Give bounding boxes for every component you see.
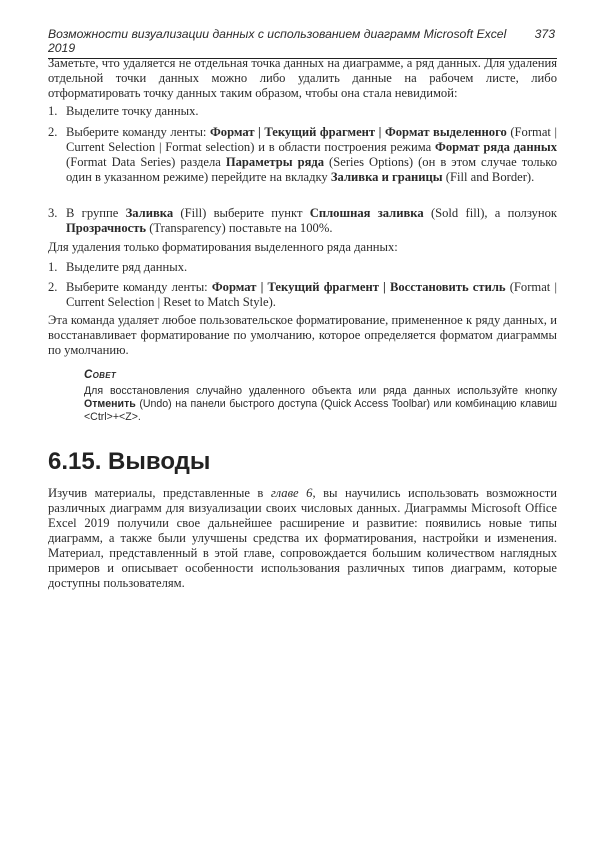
bold-term: Формат ряда данных	[435, 140, 557, 154]
page-number: 373	[534, 27, 555, 41]
section-heading: 6.15. Выводы	[48, 448, 211, 475]
paragraph-3: Эта команда удаляет любое пользовательское форматирование, примененное к ряду данных, и восстанавливает форматирование по умолчанию, которое определяется форматом диаграммы по умолчанию.	[48, 313, 557, 357]
list-number: 1.	[48, 104, 58, 118]
paragraph-2: Для удаления только форматирования выделенного ряда данных:	[48, 240, 398, 254]
list-text: Выберите команду ленты: Формат | Текущий фрагмент | Восстановить стиль (Format | Current Selection | Reset to Match Style).	[66, 280, 557, 309]
list1-item-2	[48, 125, 557, 185]
bold-term: Формат | Текущий фрагмент | Восстановить стиль	[211, 280, 506, 294]
list1-item-3	[48, 206, 557, 236]
tip-box	[84, 368, 557, 424]
list-number: 2.	[48, 125, 58, 139]
tip-title: Совет	[84, 369, 117, 381]
list-text: Выделите точку данных.	[66, 104, 199, 118]
bold-term: Сплошная заливка	[309, 206, 424, 220]
list-text: Выберите команду ленты: Формат | Текущий фрагмент | Формат выделенного (Format | Current Selection | Format selection) и в области построения режима Формат ряда данных (Format Data Series) раздела Параметры ряда (Series Options) (он в этом случае только один в указанном режиме) перейдите на вкладку Заливка и границы (Fill and Border).	[66, 125, 558, 184]
bold-term: Заливка и границы	[330, 170, 443, 184]
running-header	[48, 27, 557, 59]
bold-term: Формат | Текущий фрагмент | Формат выделенного	[209, 125, 507, 139]
list-number: 2.	[48, 280, 58, 294]
bold-term: Параметры ряда	[225, 155, 325, 169]
list-text: В группе Заливка (Fill) выберите пункт Сплошная заливка (Sold fill), а ползунок Прозрачность (Transparency) поставьте на 100%.	[66, 206, 557, 235]
list2-item-2	[48, 280, 557, 310]
header-title: Возможности визуализации данных с использованием диаграмм Microsoft Excel 2019	[48, 27, 507, 55]
intro-paragraph: Заметьте, что удаляется не отдельная точка данных на диаграмме, а ряд данных. Для удаления отдельной точки данных можно либо удалить данные на рабочем листе, либо отформатировать точку данных таким образом, чтобы она стала невидимой:	[48, 56, 557, 100]
italic-ref: главе 6	[270, 486, 313, 500]
tip-body: Для восстановления случайно удаленного объекта или ряда данных используйте кнопку Отменить (Undo) на панели быстрого доступа (Quick Access Toolbar) или комбинацию клавиш <Ctrl>+<Z>.	[84, 385, 557, 423]
bold-term: Отменить	[84, 398, 136, 410]
section-paragraph: Изучив материалы, представленные в главе 6, вы научились использовать возможности различных диаграмм для визуализации своих числовых данных. Диаграммы Microsoft Office Excel 2019 получили свое дальнейшее расширение и развитие: появились новые типы диаграмм, а также были улучшены средства их форматирования, настройки и изменения. Материал, представленный в этой главе, сопровождается большим количеством наглядных примеров и описывает особенности использования различных типов диаграмм, которые доступны пользователям.	[48, 486, 557, 590]
bold-term: Заливка	[125, 206, 174, 220]
list2-item-1	[48, 260, 557, 275]
list-text: Выделите ряд данных.	[66, 260, 188, 274]
list-number: 3.	[48, 206, 58, 220]
list-number: 1.	[48, 260, 58, 274]
list1-item-1	[48, 104, 557, 119]
bold-term: Прозрачность	[66, 221, 147, 235]
